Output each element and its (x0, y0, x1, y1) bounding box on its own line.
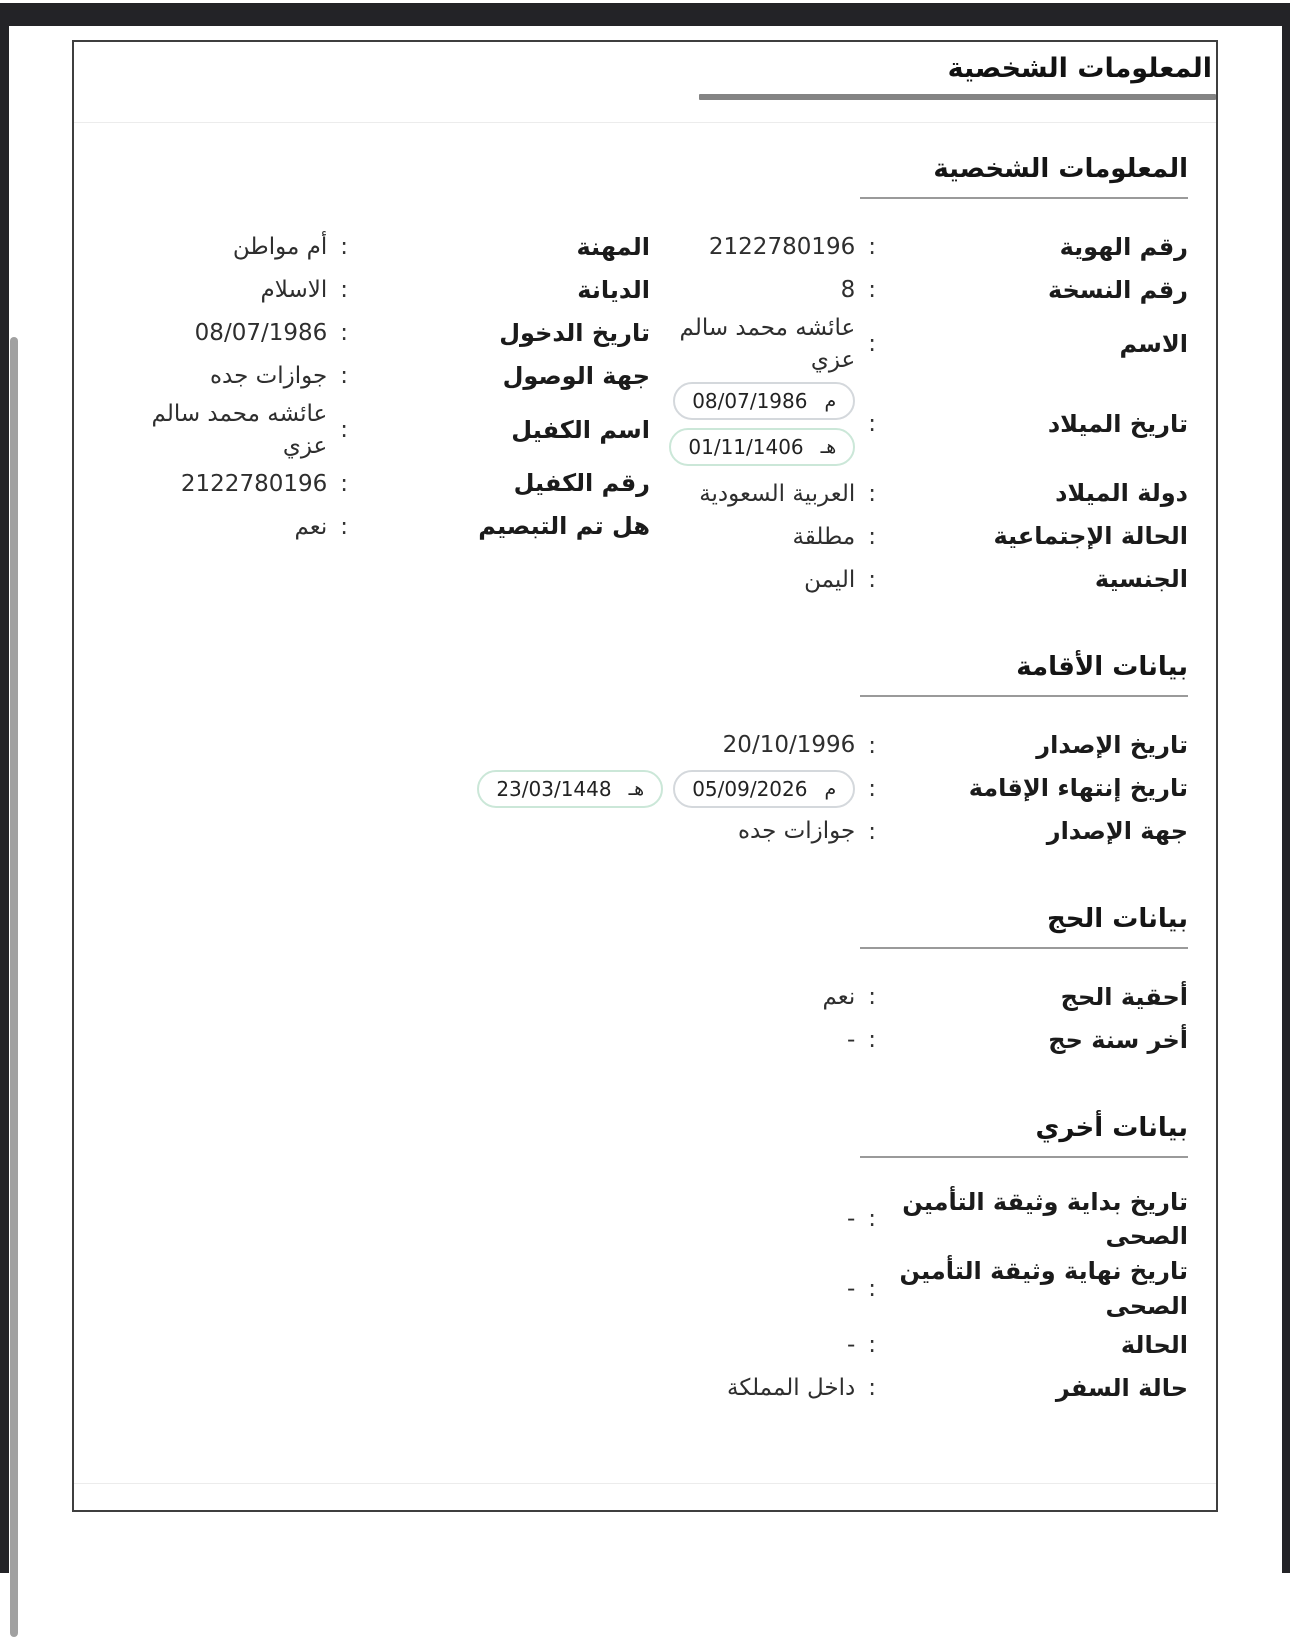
section-underline (860, 1156, 1188, 1158)
section-underline (860, 947, 1188, 949)
field-label: جهة الإصدار (1046, 817, 1188, 846)
page-title: المعلومات الشخصية (947, 53, 1212, 84)
gregorian-date-pill (673, 382, 855, 420)
field-label: دولة الميلاد (1055, 479, 1188, 508)
field-value: مطلقة (792, 523, 856, 550)
field-value: نعم (294, 513, 328, 540)
field-label: تاريخ الإصدار (1036, 731, 1188, 760)
field-row-personal (656, 558, 1188, 601)
field-row-other (102, 1185, 1188, 1255)
field-colon: : (868, 331, 876, 358)
field-label: رقم الكفيل (513, 469, 650, 498)
personal-information-card (72, 40, 1218, 1512)
field-colon: : (868, 1332, 876, 1359)
field-colon: : (340, 470, 348, 497)
field-value: أم مواطن (232, 234, 328, 261)
field-colon: : (868, 1027, 876, 1054)
field-label: جهة الوصول (502, 361, 650, 390)
field-colon: : (868, 234, 876, 261)
field-row-personal (656, 269, 1188, 312)
field-row-personal (102, 355, 650, 398)
field-value: العربية السعودية (699, 480, 856, 507)
field-row-personal (656, 472, 1188, 515)
field-label: تاريخ نهاية وثيقة التأمين الصحى (899, 1257, 1188, 1321)
field-label: الحالة الإجتماعية (993, 522, 1188, 551)
date-value: 01/11/1406 (688, 435, 804, 460)
field-value: 2122780196 (708, 234, 856, 261)
field-row-hajj (102, 1019, 1188, 1062)
field-row-personal (656, 226, 1188, 269)
field-row-residence (102, 810, 1188, 853)
field-colon: : (340, 513, 348, 540)
section-hajj (102, 903, 1188, 1062)
field-row-personal (102, 269, 650, 312)
field-value: 8 (840, 277, 856, 304)
section-title-hajj: بيانات الحج (1047, 904, 1188, 935)
date-value: 23/03/1448 (496, 776, 612, 801)
section-title-personal: المعلومات الشخصية (933, 154, 1188, 185)
section-underline (860, 695, 1188, 697)
field-value: 08/07/1986 (194, 320, 328, 347)
field-row-other (102, 1324, 1188, 1367)
card-footer-divider (74, 1483, 1216, 1484)
window-frame-left (0, 3, 9, 1573)
window-frame-right (1282, 3, 1290, 1573)
field-row-personal (102, 226, 650, 269)
field-row-personal (656, 376, 1188, 472)
field-value: اليمن (804, 566, 856, 593)
field-value: - (846, 1027, 856, 1054)
calendar-letter: م (824, 390, 837, 413)
section-title-residence: بيانات الأقامة (1016, 652, 1188, 683)
field-label: رقم الهوية (1059, 232, 1188, 261)
field-label: الجنسية (1094, 565, 1188, 594)
field-row-other (102, 1254, 1188, 1324)
title-underline-bar (699, 94, 1216, 100)
field-colon: : (868, 1206, 876, 1233)
field-value: نعم (822, 984, 856, 1011)
field-value: عائشه محمد سالم عزي (151, 400, 328, 460)
field-label: الديانة (577, 275, 650, 304)
field-label: الاسم (1119, 329, 1188, 358)
field-colon: : (868, 984, 876, 1011)
field-label: تاريخ بداية وثيقة التأمين الصحى (902, 1187, 1188, 1251)
card-content (74, 123, 1216, 1410)
field-colon: : (868, 732, 876, 759)
field-colon: : (868, 1276, 876, 1303)
field-row-residence (102, 767, 1188, 810)
field-label: هل تم التبصيم (478, 512, 650, 541)
field-value: الاسلام (260, 277, 328, 304)
section-title-other: بيانات أخري (1035, 1112, 1188, 1143)
field-value: - (846, 1332, 856, 1359)
field-colon: : (340, 234, 348, 261)
field-colon: : (868, 775, 876, 802)
card-header (74, 51, 1216, 123)
field-label: اسم الكفيل (511, 415, 650, 444)
hijri-date-pill (669, 428, 855, 466)
field-colon: : (340, 277, 348, 304)
date-value: 08/07/1986 (692, 389, 808, 414)
field-row-personal (656, 312, 1188, 376)
field-value: 2122780196 (180, 470, 328, 497)
field-row-residence (102, 724, 1188, 767)
gregorian-date-pill (673, 770, 855, 808)
field-value: - (846, 1275, 856, 1302)
calendar-letter: هـ (628, 777, 645, 800)
field-value: 20/10/1996 (722, 732, 856, 759)
field-label: أحقية الحج (1060, 982, 1188, 1011)
field-label: تاريخ إنتهاء الإقامة (968, 774, 1188, 803)
field-colon: : (340, 320, 348, 347)
field-colon: : (340, 417, 348, 444)
field-colon: : (868, 277, 876, 304)
section-personal (102, 153, 1188, 601)
field-value: عائشه محمد سالم عزي (679, 314, 856, 374)
date-value: 05/09/2026 (692, 776, 808, 801)
field-colon: : (868, 1375, 876, 1402)
hijri-date-pill (477, 770, 663, 808)
field-label: المهنة (576, 232, 650, 261)
field-label: أخر سنة حج (1048, 1025, 1188, 1054)
field-label: حالة السفر (1055, 1373, 1188, 1402)
column-left (102, 226, 650, 548)
field-row-personal (656, 515, 1188, 558)
field-row-hajj (102, 976, 1188, 1019)
field-label: رقم النسخة (1047, 275, 1188, 304)
column-right (656, 226, 1188, 601)
section-underline (860, 197, 1188, 199)
section-body-other (102, 1185, 1188, 1410)
field-colon: : (868, 411, 876, 438)
field-row-personal (102, 505, 650, 548)
field-row-other (102, 1367, 1188, 1410)
field-value: جوازات جده (737, 818, 856, 845)
section-body-personal (102, 226, 1188, 601)
field-label: الحالة (1120, 1330, 1188, 1359)
field-colon: : (868, 523, 876, 550)
field-value: داخل المملكة (727, 1375, 856, 1402)
field-label: تاريخ الدخول (499, 318, 650, 347)
field-label: تاريخ الميلاد (1047, 409, 1188, 438)
field-row-personal (102, 398, 650, 462)
calendar-letter: هـ (820, 436, 837, 459)
field-value: جوازات جده (209, 363, 328, 390)
field-colon: : (868, 818, 876, 845)
vertical-scrollbar-thumb[interactable] (10, 337, 18, 1637)
section-body-hajj (102, 976, 1188, 1062)
section-other (102, 1112, 1188, 1410)
section-residence (102, 651, 1188, 853)
calendar-letter: م (824, 777, 837, 800)
field-row-personal (102, 312, 650, 355)
two-column-layout (102, 226, 1188, 601)
field-row-personal (102, 462, 650, 505)
field-colon: : (868, 480, 876, 507)
window-frame-top (0, 3, 1290, 26)
date-pill-group (669, 376, 855, 472)
date-pill-group (477, 770, 855, 808)
field-colon: : (340, 363, 348, 390)
field-colon: : (868, 566, 876, 593)
section-body-residence (102, 724, 1188, 853)
field-value: - (846, 1206, 856, 1233)
